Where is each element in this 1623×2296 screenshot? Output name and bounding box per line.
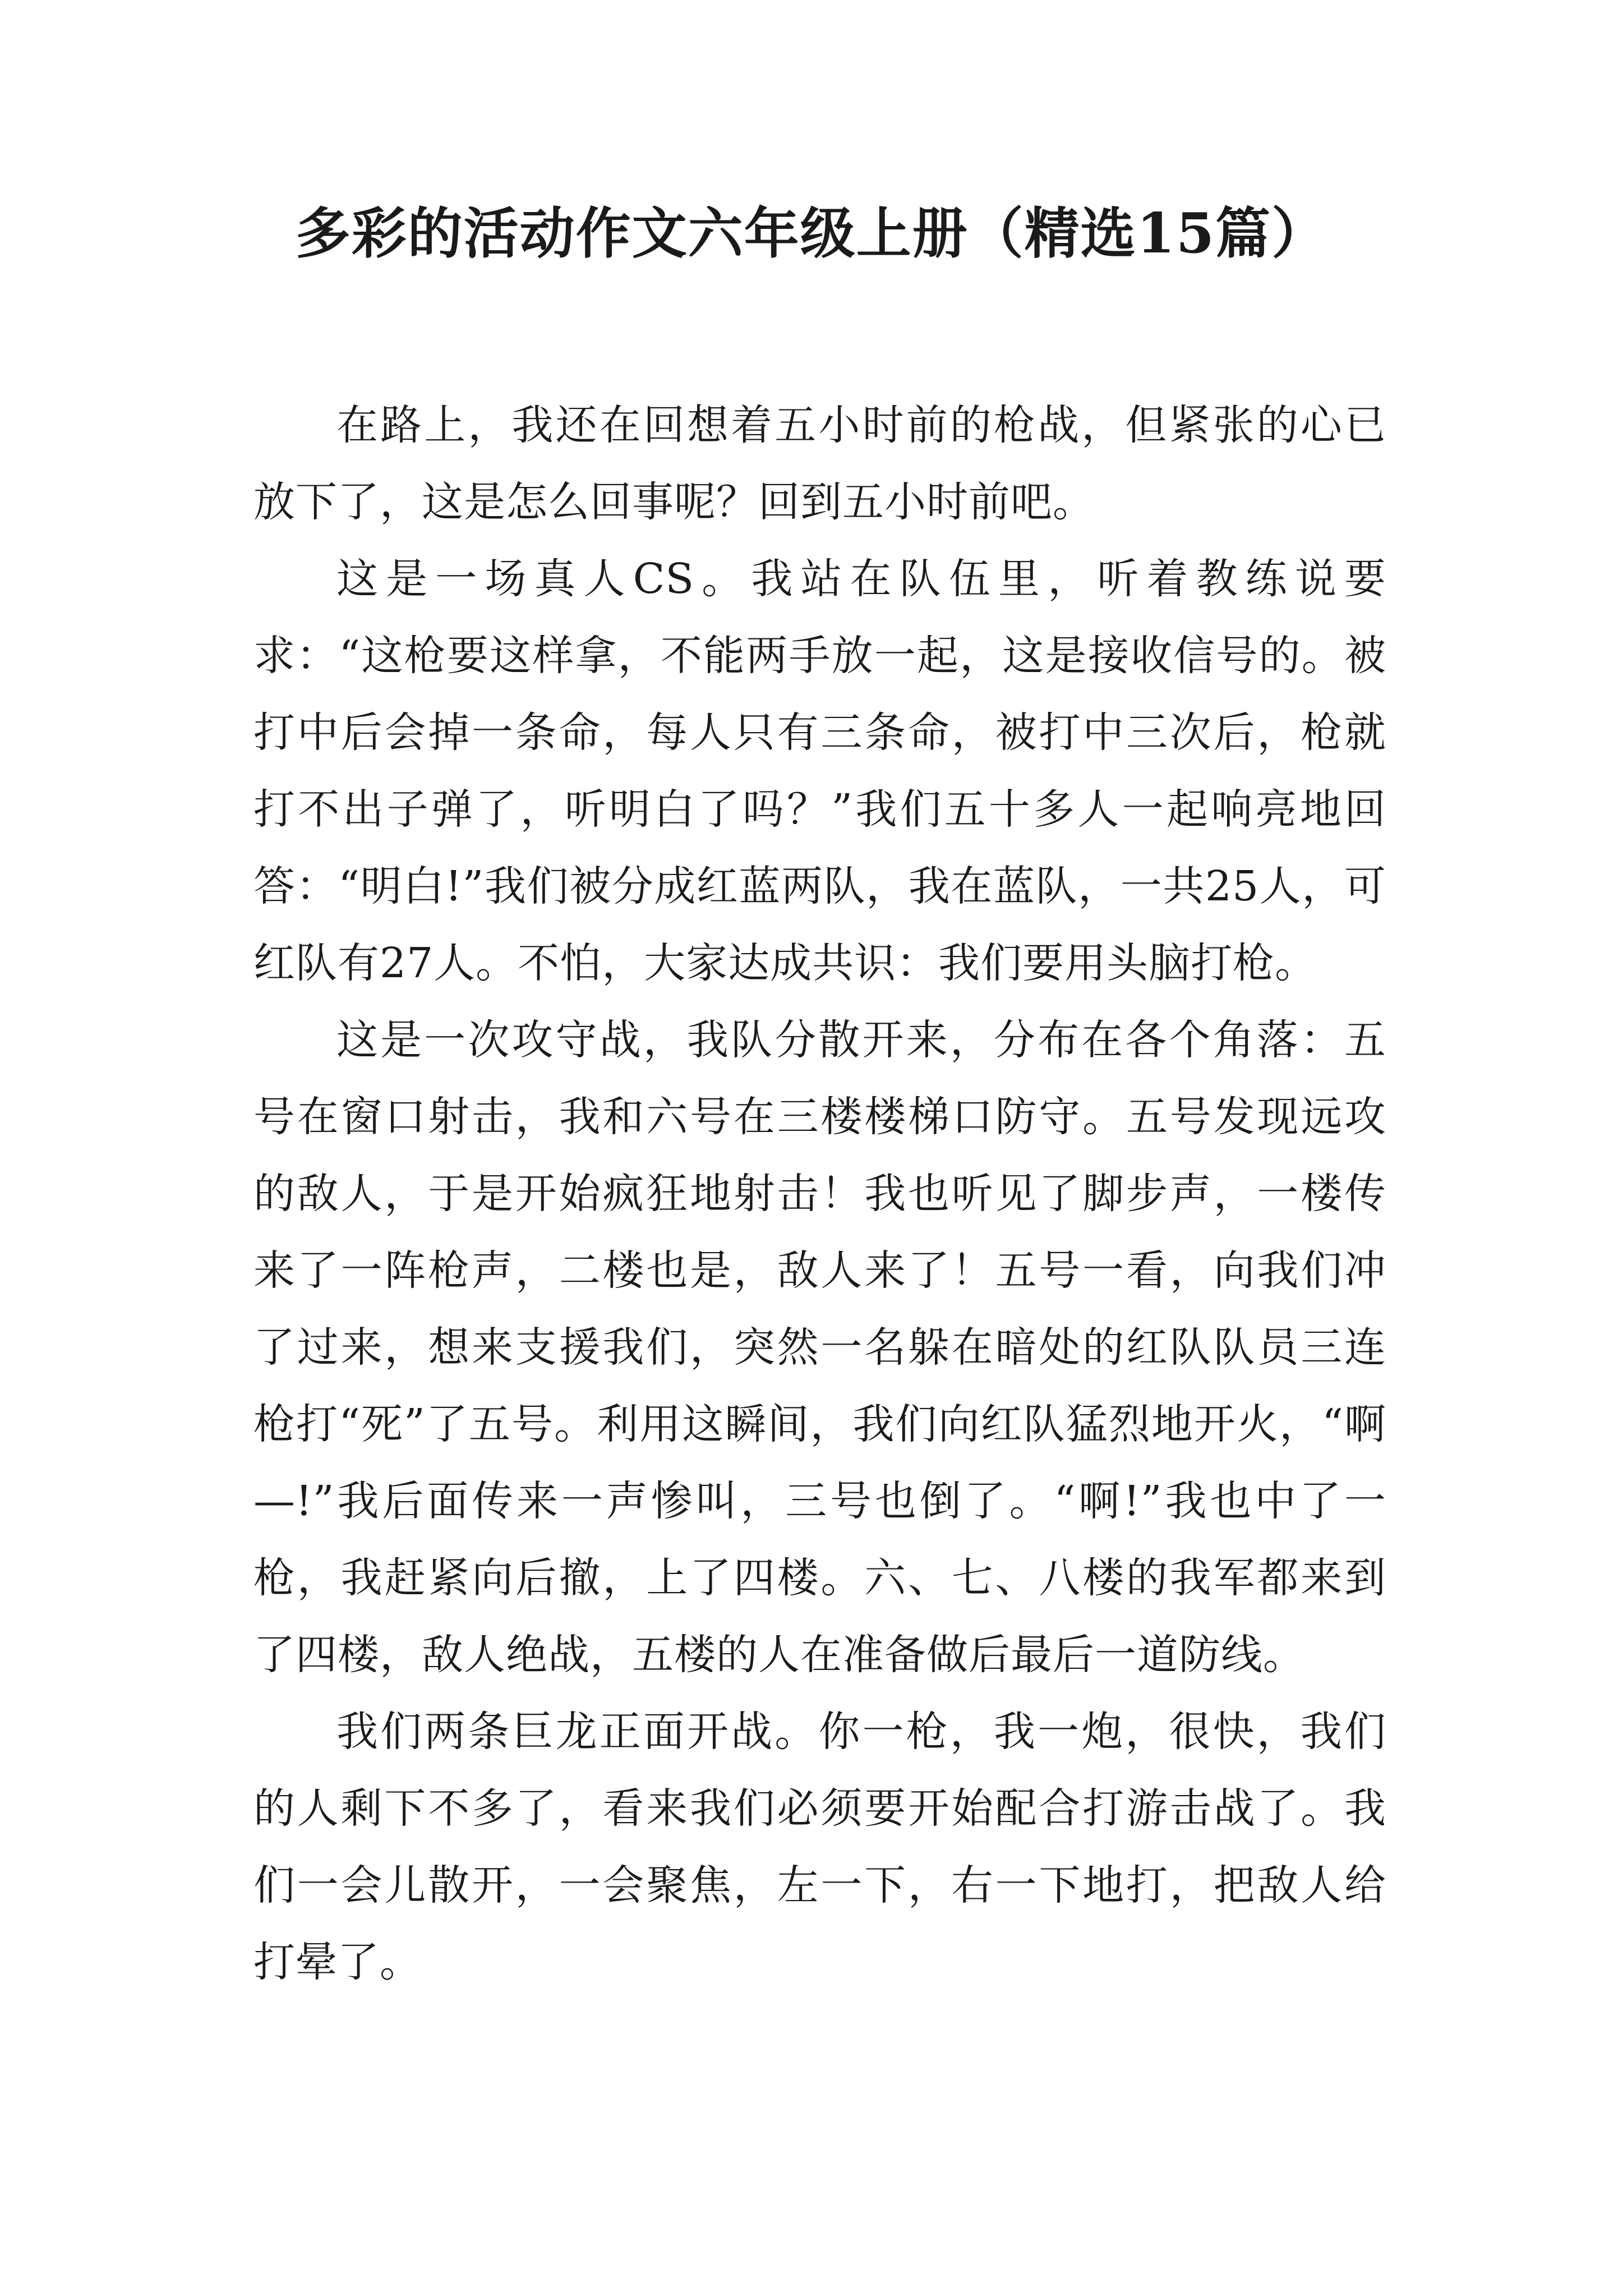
paragraph-2: 这是一场真人CS。我站在队伍里，听着教练说要求：“这枪要这样拿，不能两手放一起，这是接收信号的。被打中后会掉一条命，每人只有三条命，被打中三次后，枪就打不出子弹了，听明白了吗？”我们五十多人一起响亮地回答：“明白!”我们被分成红蓝两队，我在蓝队，一共25人，可红队有27人。不怕，大家达成共识：我们要用头脑打枪。 bbox=[253, 555, 1386, 987]
paragraph-3: 这是一次攻守战，我队分散开来，分布在各个角落：五号在窗口射击，我和六号在三楼楼梯口防守。五号发现远攻的敌人，于是开始疯狂地射击！我也听见了脚步声，一楼传来了一阵枪声，二楼也是，敌人来了！五号一看，向我们冲了过来，想来支援我们，突然一名躲在暗处的红队队员三连枪打“死”了五号。利用这瞬间，我们向红队猛烈地开火，“啊—!”我后面传来一声惨叫，三号也倒了。“啊!”我也中了一枪，我赶紧向后撤，上了四楼。六、七、八楼的我军都来到了四楼，敌人绝战，五楼的人在准备做后最后一道防线。 bbox=[253, 1016, 1386, 1679]
paragraph-4: 我们两条巨龙正面开战。你一枪，我一炮，很快，我们的人剩下不多了，看来我们必须要开始配合打游击战了。我们一会儿散开，一会聚焦，左一下，右一下地打，把敌人给打晕了。 bbox=[253, 1708, 1386, 1986]
document-title: 多彩的活动作文六年级上册（精选15篇） bbox=[295, 201, 1328, 266]
document-body bbox=[253, 387, 1386, 2001]
paragraph-1: 在路上，我还在回想着五小时前的枪战，但紧张的心已放下了，这是怎么回事呢？回到五小时前吧。 bbox=[253, 401, 1386, 526]
